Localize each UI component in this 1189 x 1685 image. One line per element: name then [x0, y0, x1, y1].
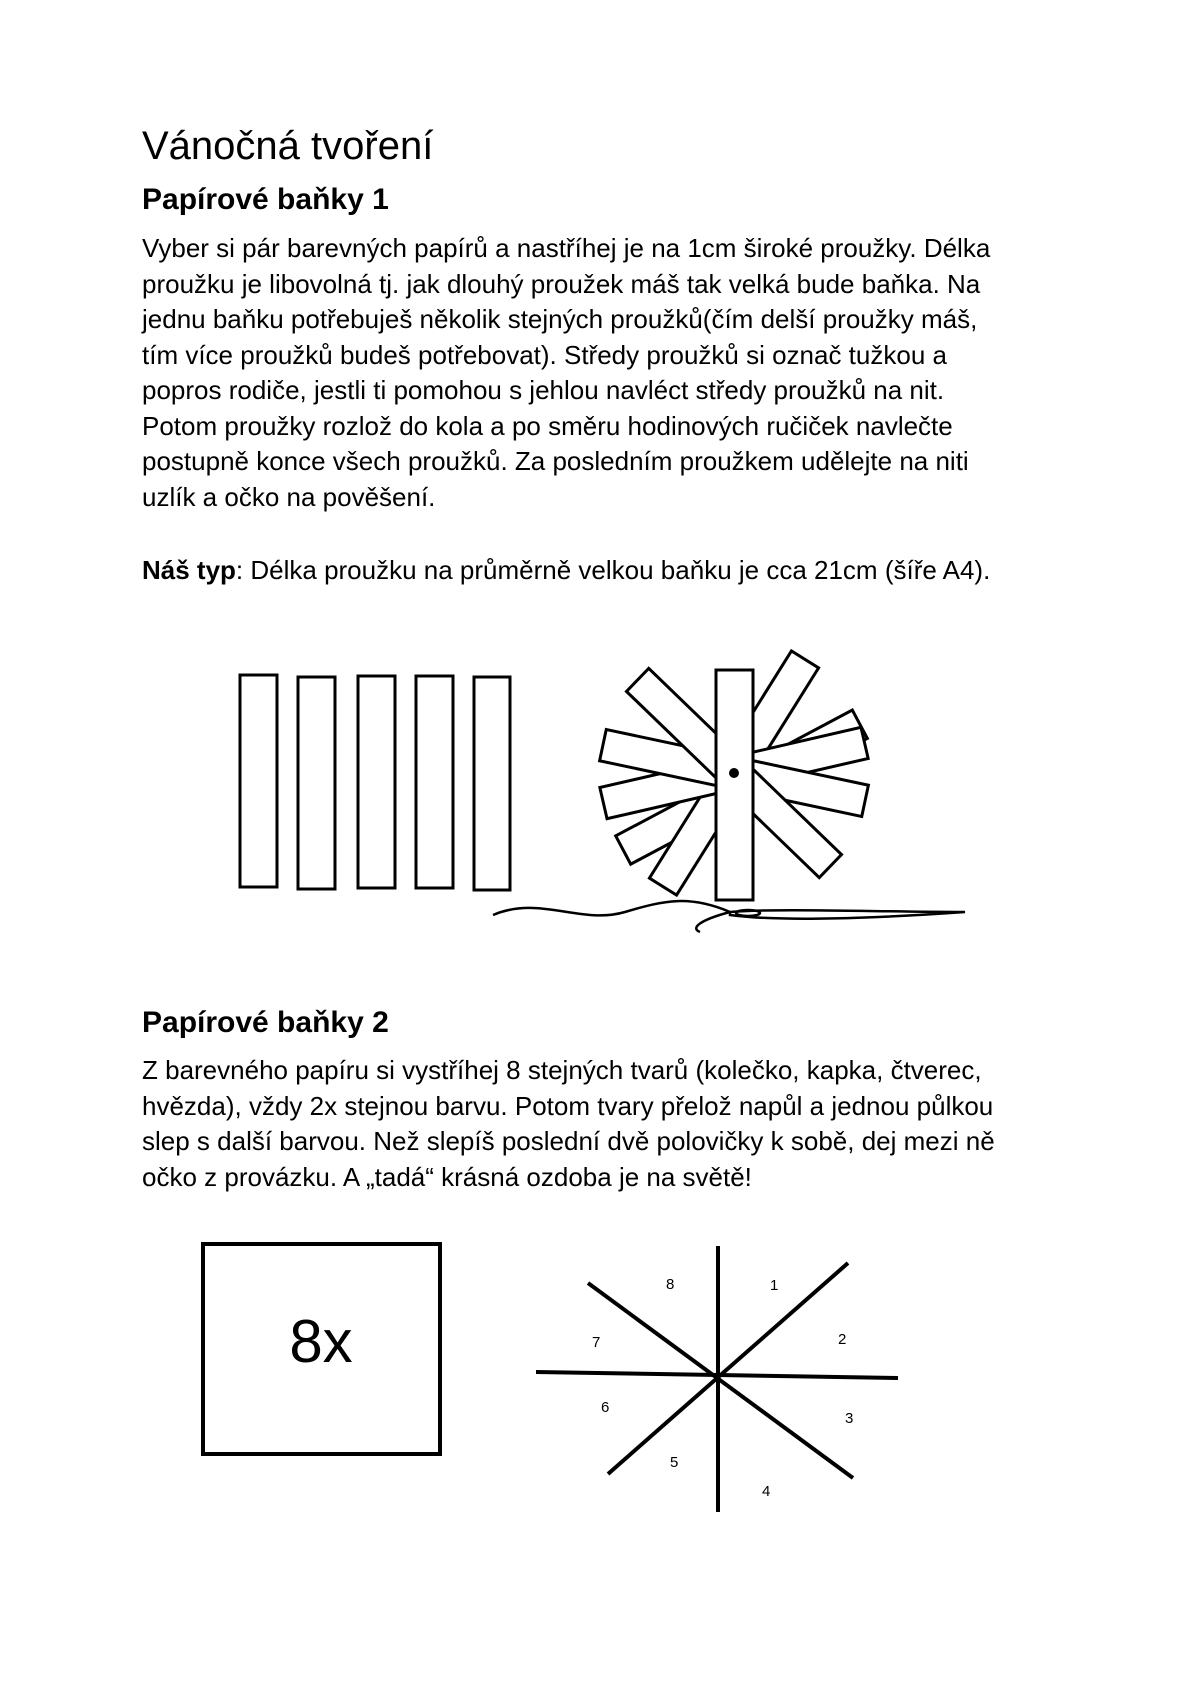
paper-strip	[240, 675, 277, 887]
center-strip	[716, 670, 753, 900]
paragraph-line: očko z provázku. A „tadá“ krásná ozdoba je na světě!	[142, 1161, 752, 1192]
thread	[493, 901, 730, 932]
shape-count-label: 8x	[289, 1308, 353, 1375]
paragraph-line: slep s další barvou. Než slepíš poslední dvě polovičky k sobě, dej mezi ně	[142, 1126, 995, 1156]
paragraph-line: uzlík a očko na pověšení.	[142, 481, 436, 512]
paragraph-line: postupně konce všech proužků. Za posledním proužkem udělejte na niti	[142, 446, 969, 476]
paragraph-line: tím více proužků budeš potřebovat). Středy proužků si označ tužkou a	[142, 339, 947, 370]
center-dot	[729, 768, 739, 778]
thread-and-needle	[493, 901, 965, 932]
segment-number: 3	[845, 1410, 854, 1427]
segment-numbers	[592, 1276, 853, 1500]
segment-number: 5	[670, 1454, 679, 1471]
segment-number: 2	[838, 1331, 847, 1348]
segment-number: 4	[762, 1483, 771, 1500]
paper-strip	[416, 676, 453, 888]
paper-strip	[474, 677, 510, 890]
needle	[730, 910, 965, 918]
tip-label: Náš typ	[142, 555, 236, 585]
paper-strip	[358, 676, 395, 888]
needle-eye	[736, 910, 760, 916]
segment-number: 8	[666, 1276, 675, 1293]
segment-number: 1	[770, 1277, 779, 1294]
tip-text: : Délka proužku na průměrně velkou baňku je cca 21cm (šíře A4).	[235, 555, 991, 585]
paper-strip	[298, 677, 335, 889]
paragraph-line: hvězda), vždy 2x stejnou barvu. Potom tvary přelož napůl a jednou půlkou	[142, 1090, 994, 1121]
section1-heading: Papírové baňky 1	[142, 183, 389, 216]
paragraph-line: Potom proužky rozlož do kola a po směru hodinových ručiček navlečte	[142, 410, 953, 441]
fold-line	[588, 1283, 853, 1478]
segment-number: 6	[601, 1399, 610, 1416]
paragraph-line: Vyber si pár barevných papírů a nastříhej je na 1cm široké proužky. Délka	[142, 233, 991, 263]
section2-heading: Papírové baňky 2	[142, 1006, 389, 1039]
page-title: Vánočná tvoření	[142, 124, 434, 168]
strip-fan	[600, 651, 869, 900]
paragraph-line: popros rodiče, jestli ti pomohou s jehlou navléct středy proužků na nit.	[142, 375, 945, 405]
paragraph-line: proužku je libovolná tj. jak dlouhý proužek máš tak velká bude baňka. Na	[142, 268, 981, 299]
fold-diagram	[536, 1246, 898, 1512]
fold-line	[608, 1263, 848, 1474]
paragraph-line: Z barevného papíru si vystříhej 8 stejných tvarů (kolečko, kapka, čtverec,	[142, 1055, 982, 1085]
paragraph-line: jednu baňku potřebuješ několik stejných proužků(čím delší proužky máš,	[142, 304, 978, 334]
segment-number: 7	[592, 1334, 601, 1351]
